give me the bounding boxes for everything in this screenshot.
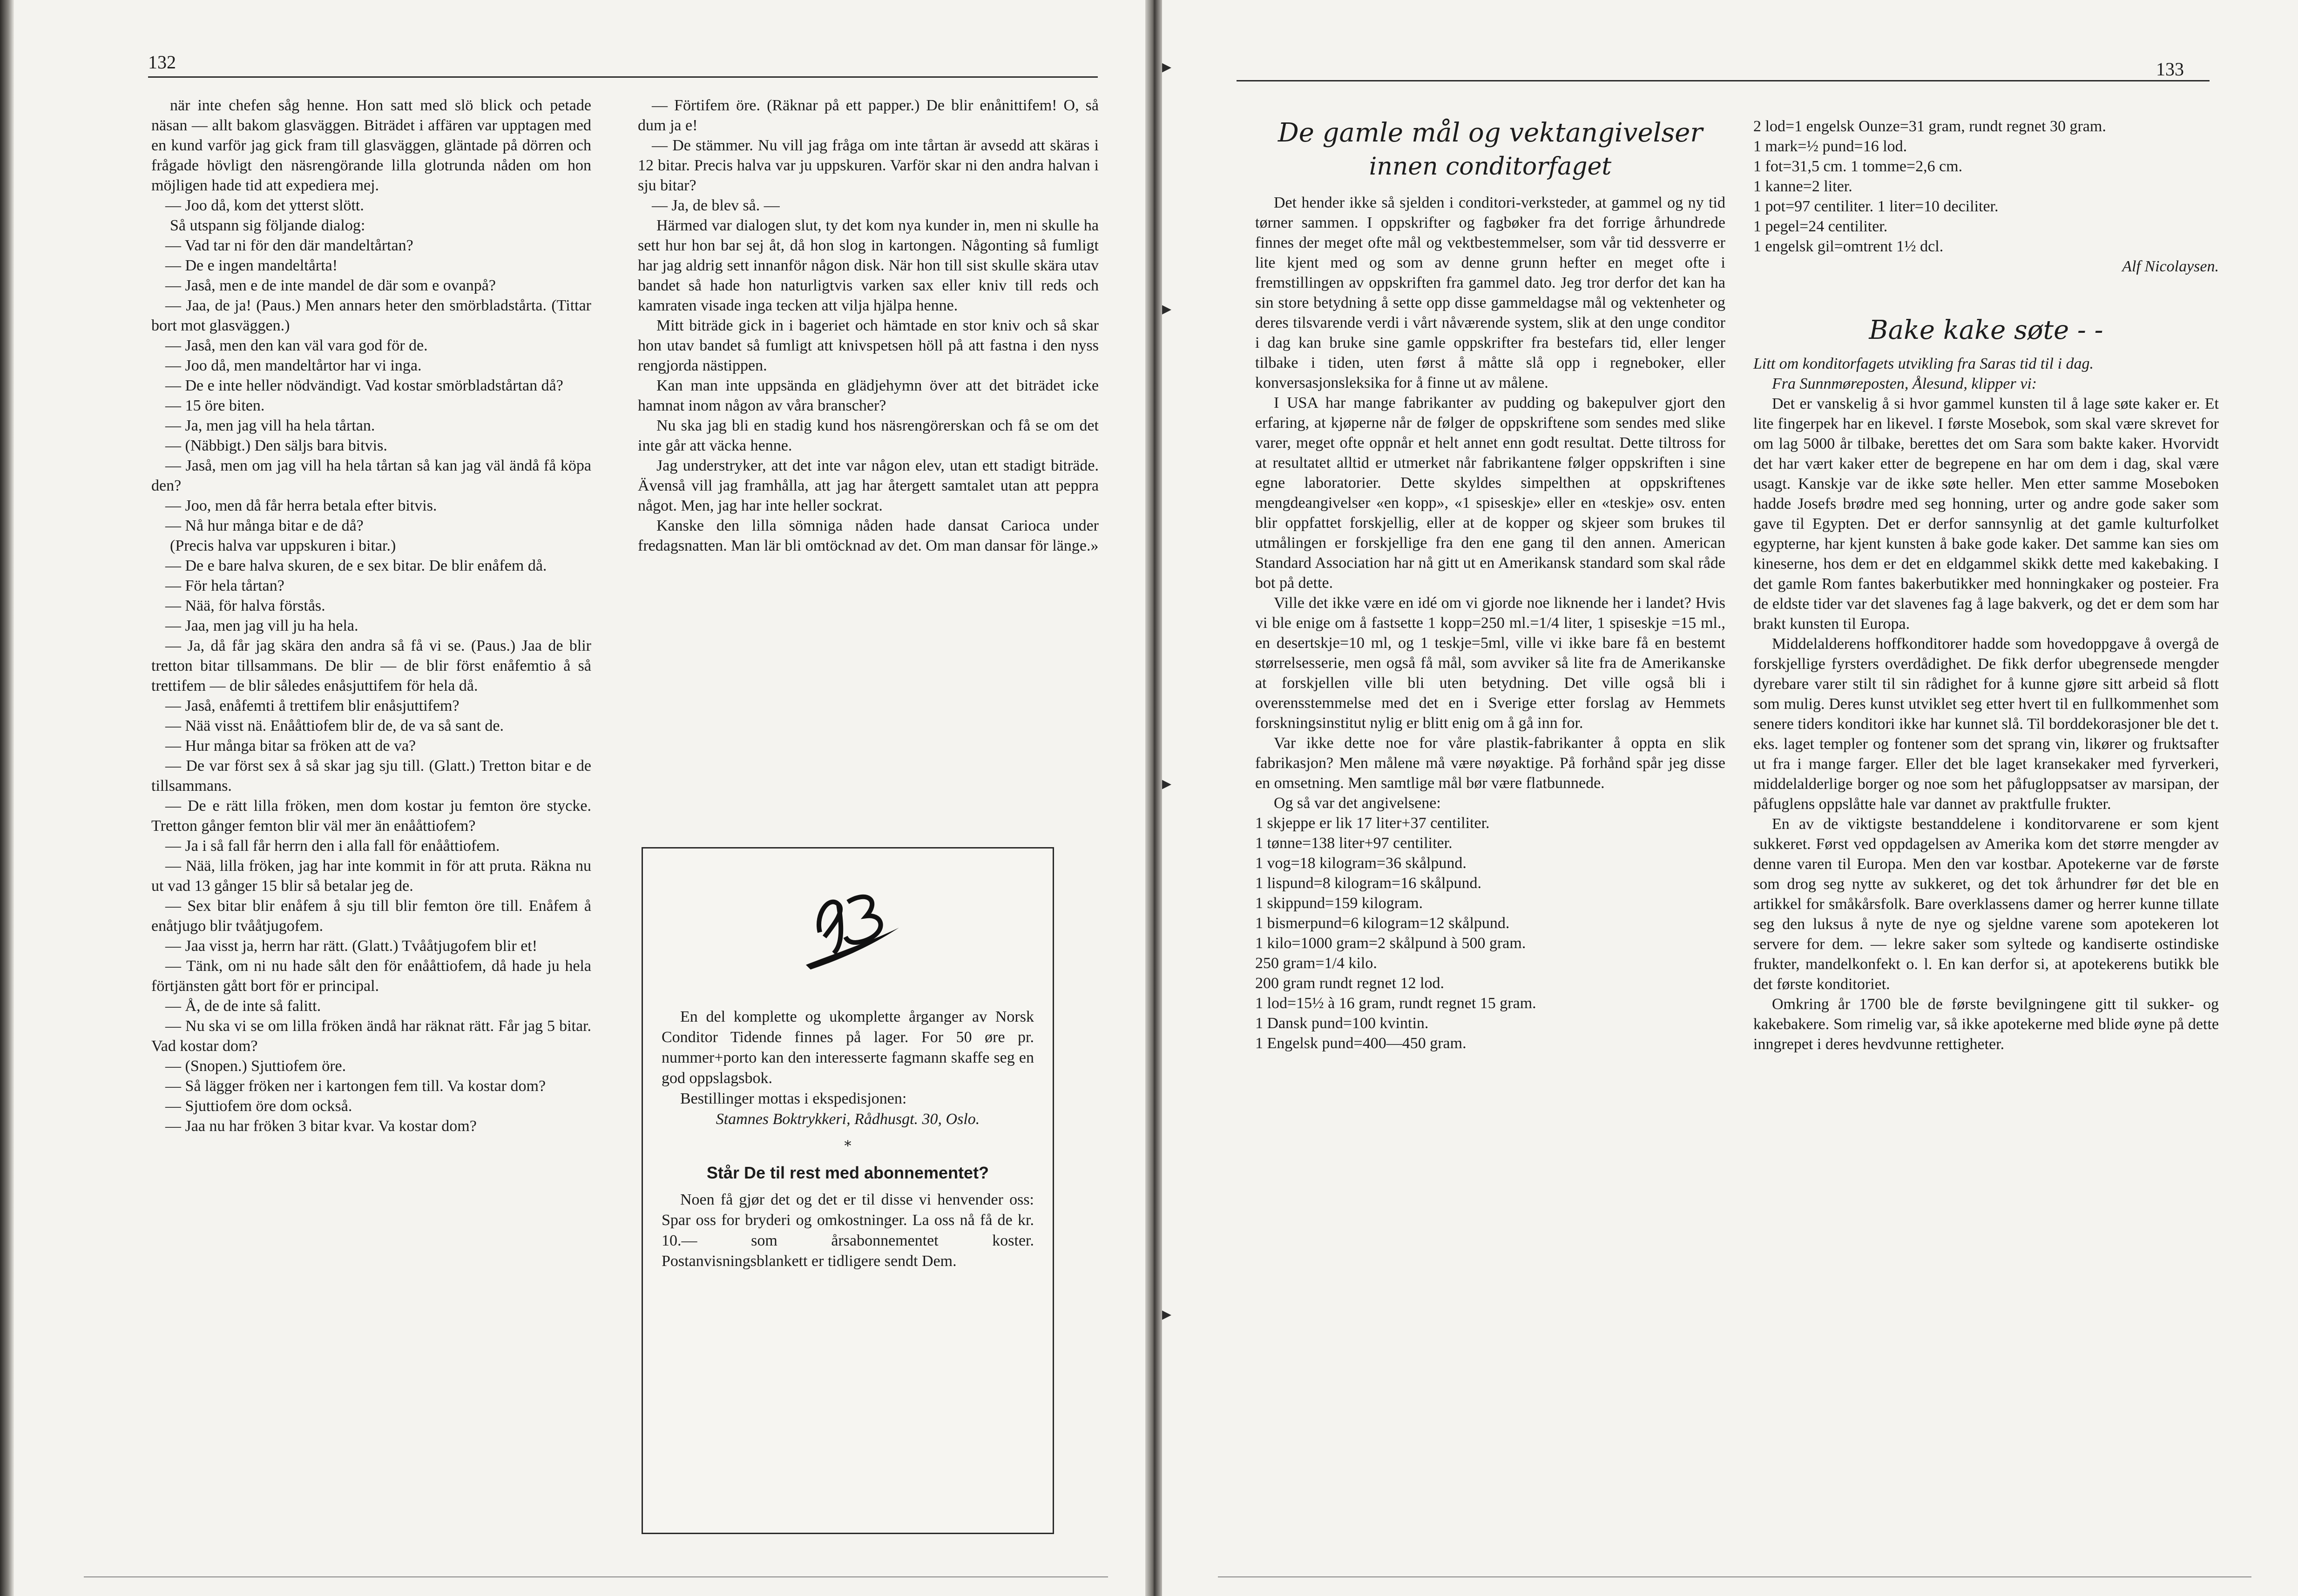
page-number-left: 132 xyxy=(148,52,176,73)
dialog-paragraph: — Så lägger fröken ner i kartongen fem till. Va kostar dom? xyxy=(165,1077,546,1095)
binding-edge xyxy=(0,0,14,1596)
subscription-paragraph: Noen få gjør det og det er til disse vi henvender oss: Spar oss for bryderi og omkostninger. La oss nå få de kr. 10.— som årsabonnementet koster. Postanvisningsblankett er tidligere sendt Dem. xyxy=(662,1191,1034,1270)
dialog-paragraph: — Nå hur många bitar e de då? xyxy=(165,517,364,534)
dialog-paragraph: — Jaså, men e de inte mandel de där som e ovanpå? xyxy=(165,277,496,294)
dialog-paragraph: — Jaa, de ja! (Paus.) Men annars heter den smörbladstårta. (Tittar bort mot glasväggen.) xyxy=(151,297,591,334)
dialog-paragraph: Mitt biträde gick in i bageriet och hämtade en stor kniv och så skar hon utav bandet så fumligt att knivspetsen höll på att fastna i den nyss rengjorda nästippen. xyxy=(638,317,1099,374)
measure-item: 1 Dansk pund=100 kvintin. xyxy=(1255,1015,1429,1032)
book-spine xyxy=(1145,0,1162,1596)
measure-item: 1 skjeppe er lik 17 liter+37 centiliter. xyxy=(1255,815,1490,832)
dialog-column-2 xyxy=(638,95,1099,556)
dialog-paragraph: — Joo då, kom det ytterst slött. xyxy=(165,197,364,214)
dialog-paragraph: — Hur många bitar sa fröken att de va? xyxy=(165,737,416,754)
dialog-paragraph: — Förtifem öre. (Räknar på ett papper.) De blir enånittifem! O, så dum ja e! xyxy=(638,97,1099,134)
margin-mark: ▸ xyxy=(1162,1303,1172,1325)
measure-item: 250 gram=1/4 kilo. xyxy=(1255,955,1377,972)
dialog-paragraph: — De stämmer. Nu vill jag fråga om inte tårtan är avsedd att skäras i 12 bitar. Precis halva var ju uppskuren. Varför skar ni den andra halvan i sju bitar? xyxy=(638,137,1099,194)
measure-item: 1 kanne=2 liter. xyxy=(1753,178,1852,195)
dialog-paragraph: — De e ingen mandeltårta! xyxy=(165,257,338,274)
cake-article-subtitle: Litt om konditorfagets utvikling fra Saras tid til i dag. xyxy=(1753,355,2094,372)
dialog-paragraph: — Ja, då får jag skära den andra så få vi se. (Paus.) Jaa de blir tretton bitar tillsammans. De blir — de blir först enåfemtio å så trettifem — de blir således enåsjuttifem för hela då. xyxy=(151,637,591,694)
dialog-paragraph: — Jaa nu har fröken 3 bitar kvar. Va kostar dom? xyxy=(165,1118,477,1135)
measures-article-title: De gamle mål og vektangivelser innen conditorfaget xyxy=(1277,118,1703,181)
dialog-paragraph: — Tänk, om ni nu hade sålt den för enååttiofem, då hade ju hela förtjänsten gått bort för er principal. xyxy=(151,957,591,995)
measure-item: 1 lispund=8 kilogram=16 skålpund. xyxy=(1255,875,1481,892)
nb-logo-icon xyxy=(787,876,908,979)
article-paragraph: En av de viktigste bestanddelene i konditorvarene er som kjent sukkeret. Først ved oppdagelsen av Amerika kom det større mengder av denne varen til Europa. Men den var kostbar. Apotekerne var de første som drog seg nytte av sukkeret, og det tok århundrer før det ble en artikkel for småkårsfolk. Bare overklassens damer og herrer kunne tillate seg den luksus å nyte de nye og sjeldne varene som apotekeren lot servere for dem. — lekre saker som syltede og kandiserte ostindiske frukter, mandelkonfekt o. l. En kan derfor si, at apotekerens butikk ble det første konditoriet. xyxy=(1753,815,2219,993)
measure-item: 1 bismerpund=6 kilogram=12 skålpund. xyxy=(1255,915,1510,932)
separator-star: * xyxy=(844,1138,852,1154)
cake-article-title: Bake kake søte - - xyxy=(1869,315,2103,345)
cake-article-text xyxy=(1753,394,2219,1054)
dialog-paragraph: Nu ska jag bli en stadig kund hos näsrengörerskan och få se om det inte går att väcka henne. xyxy=(638,417,1099,454)
dialog-paragraph: — (Snopen.) Sjuttiofem öre. xyxy=(165,1057,346,1075)
page-number-right: 133 xyxy=(2156,59,2184,80)
margin-mark: ▸ xyxy=(1162,56,1172,77)
dialog-paragraph: — Nää, lilla fröken, jag har inte kommit in för att pruta. Räkna nu ut vad 13 gånger 15 blir så betalar jeg de. xyxy=(151,857,591,895)
dialog-paragraph: — Ja i så fall får herrn den i alla fall för enååttiofem. xyxy=(165,837,500,855)
footer-rule-right xyxy=(1218,1576,2251,1577)
measure-item: 1 Engelsk pund=400—450 gram. xyxy=(1255,1035,1467,1052)
article-paragraph: Det hender ikke så sjelden i conditori-verksteder, at gammel og ny tid tørner sammen. I oppskrifter og fagbøker fra det forrige århundrede finnes der meget ofte mål og vektbestemmelser, som vår tid dessverre er lite kjent med og som av denne grunn hefter en meget ofte i fremstillingen av oppskriften fra gammel dato. Jeg tror derfor det kan ha sin store betydning å sette opp disse gammeldagse mål og vektenheter og deres tilsvarende verdi i vårt nåværende system, slik at den unge conditor i dag kan bruke sine gamle oppskrifter fra bestefars tid, eller lenger tilbake i tiden, uten først å måtte slå opp i regneboker, eller konversasjonsleksika for å finne ut av målene. xyxy=(1255,194,1725,391)
measures-article-text xyxy=(1255,193,1725,813)
dialog-paragraph: — Jaså, men om jag vill ha hela tårtan så kan jag väl ändå få köpa den? xyxy=(151,457,591,494)
notice-box xyxy=(642,847,1054,1534)
dialog-paragraph: — Ja, de blev så. — xyxy=(652,197,780,214)
measure-item: 1 skippund=159 kilogram. xyxy=(1255,895,1423,912)
dialog-paragraph: — Vad tar ni för den där mandeltårtan? xyxy=(165,237,413,254)
dialog-paragraph: — 15 öre biten. xyxy=(165,397,265,414)
dialog-paragraph: — De e bare halva skuren, de e sex bitar. De blir enåfem då. xyxy=(165,557,547,574)
measure-item: 1 lod=15½ à 16 gram, rundt regnet 15 gram. xyxy=(1255,995,1536,1012)
notice-address: Stamnes Boktrykkeri, Rådhusgt. 30, Oslo. xyxy=(716,1111,980,1128)
right-column-2 xyxy=(1753,116,2219,1054)
measure-item: 1 tønne=138 liter+97 centiliter. xyxy=(1255,835,1453,852)
article-paragraph: Middelalderens hoffkonditorer hadde som hovedoppgave å overgå de forskjellige fyrsters overdådighet. De fikk derfor ubegrensede mengder dyrebare varer stilt til sin rådighet for å kunne gjøre sitt arbeid så flott som mulig. Deres kunst utviklet seg etter hvert til en fullkommenhet som senere tiders konditori ikke har kunnet slå. Til borddekorasjoner ble det t. eks. laget templer og fontener som det sprang vin, likører og fruktsafter ut fra i mange farger. Eller det ble laget kransekaker med fyrverkeri, middelalderlige borger og noe som het påfugloppsatser av marsipan, der påfuglens oppslåtte hale var dannet av praktfulle frukter. xyxy=(1753,635,2219,813)
article-paragraph: Var ikke dette noe for våre plastik-fabrikanter å oppta en slik fabrikasjon? Men målene må være nøyaktige. På forhånd spår jeg disse en omsetning. Men samtlige mål bør være flatbunnede. xyxy=(1255,734,1725,792)
dialog-paragraph: (Precis halva var uppskuren i bitar.) xyxy=(170,537,396,554)
measure-item: 1 kilo=1000 gram=2 skålpund à 500 gram. xyxy=(1255,935,1526,952)
article-paragraph: Omkring år 1700 ble de første bevilgningene gitt til sukker- og kakebakere. Som rimelig var, så ikke apotekerne med blide øyne på dette inngrepet i deres hevdvunne rettigheter. xyxy=(1753,996,2219,1053)
measures-article-signature: Alf Nicolaysen. xyxy=(2122,258,2219,275)
measure-item: 1 pegel=24 centiliter. xyxy=(1753,218,1888,235)
dialog-paragraph: — För hela tårtan? xyxy=(165,577,284,594)
margin-mark: ▸ xyxy=(1162,298,1172,319)
dialog-paragraph: — Joo, men då får herra betala efter bitvis. xyxy=(165,497,437,514)
dialog-paragraph: — Jaa visst ja, herrn har rätt. (Glatt.) Tvååtjugofem blir et! xyxy=(165,937,538,955)
cake-article-source: Fra Sunnmøreposten, Ålesund, klipper vi: xyxy=(1772,375,2037,392)
dialog-paragraph: — Sjuttiofem öre dom också. xyxy=(165,1098,352,1115)
right-page xyxy=(1162,0,2298,1596)
margin-mark: ▸ xyxy=(1162,773,1172,794)
measure-item: 1 engelsk gil=omtrent 1½ dcl. xyxy=(1753,238,1944,255)
measures-article-column-1 xyxy=(1255,116,1725,1053)
dialog-paragraph: — Nää, för halva förstås. xyxy=(165,597,325,614)
dialog-paragraph: Så utspann sig följande dialog: xyxy=(170,217,365,234)
dialog-paragraph: när inte chefen såg henne. Hon satt med slö blick och petade näsan — allt bakom glasväggen. Biträdet i affären var upptagen med en kund varför jag gick fram till glasväggen, gläntade på dörren och frågade hövligt den näsrengörande lilla glotrunda nåden om hon möjligen hade tid att expediera mej. xyxy=(151,97,591,194)
article-paragraph: Ville det ikke være en idé om vi gjorde noe liknende her i landet? Hvis vi ble enige om å fastsette 1 kopp=250 ml.=1/4 liter, 1 spiseskje =15 ml., en desertskje=10 ml, og 1 teskje=5ml, ville vi ikke bare få en bestemt størrelsesserie, men også få mål, som avviker så lite fra de Amerikanske at forskjellen ville bli uten betydning. Det ville også bli i overensstemmelse med det en i Sverige etter forslag av Hemmets forskningsinstitut nylig er blitt enig om å gå inn for. xyxy=(1255,594,1725,732)
dialog-paragraph: — Jaså, men den kan väl vara god för de. xyxy=(165,337,428,354)
notice-paragraph-2: Bestillinger mottas i ekspedisjonen: xyxy=(680,1090,907,1107)
measure-item: 1 vog=18 kilogram=36 skålpund. xyxy=(1255,855,1467,872)
notice-paragraph-1: En del komplette og ukomplette årganger av Norsk Conditor Tidende finnes på lager. For 50 øre pr. nummer+porto kan den interesserte fagmann skaffe seg en god oppslagsbok. xyxy=(662,1008,1034,1087)
measure-item: 1 fot=31,5 cm. 1 tomme=2,6 cm. xyxy=(1753,158,1963,175)
subscription-heading: Står De til rest med abonnementet? xyxy=(706,1163,989,1182)
footer-rule-left xyxy=(84,1576,1108,1577)
dialog-paragraph: — Nu ska vi se om lilla fröken ändå har räknat rätt. Får jag 5 bitar. Vad kostar dom? xyxy=(151,1017,591,1055)
dialog-paragraph: Kanske den lilla sömniga nåden hade dansat Carioca under fredagsnatten. Man lär bli omtöcknad av det. Om man dansar för länge.» xyxy=(638,517,1099,554)
measure-item: 200 gram rundt regnet 12 lod. xyxy=(1255,975,1445,992)
dialog-paragraph: — Nää visst nä. Enååttiofem blir de, de va så sant de. xyxy=(165,717,504,734)
measure-item: 1 pot=97 centiliter. 1 liter=10 deciliter. xyxy=(1753,198,1999,215)
dialog-paragraph: — De e inte heller nödvändigt. Vad kostar smörbladstårtan då? xyxy=(165,377,563,394)
dialog-column-1 xyxy=(151,95,591,1136)
dialog-paragraph: — De var först sex å så skar jag sju till. (Glatt.) Tretton bitar e de tillsammans. xyxy=(151,757,591,795)
header-rule-right xyxy=(1237,80,2210,81)
dialog-paragraph: — (Näbbigt.) Den säljs bara bitvis. xyxy=(165,437,387,454)
dialog-paragraph: — Jaa, men jag vill ju ha hela. xyxy=(165,617,358,634)
article-paragraph: Og så var det angivelsene: xyxy=(1274,795,1441,812)
header-rule-left xyxy=(148,76,1098,78)
dialog-paragraph: Kan man inte uppsända en glädjehymn över att det biträdet icke hamnat inom någon av våra branscher? xyxy=(638,377,1099,414)
dialog-paragraph: — Sex bitar blir enåfem å sju till blir femton öre till. Enåfem å enåtjugo blir tvååtjugofem. xyxy=(151,897,591,935)
dialog-paragraph: Härmed var dialogen slut, ty det kom nya kunder in, men ni skulle ha sett hur hon bar sej åt, då hon slog in kartongen. Någonting så fumligt har jag aldrig sett innanför någon disk. När hon till sist skulle skära utav bandet så hade hon naturligtvis varken sax eller kniv till reds och kamraten visade inga tecken att vilja hjälpa henne. xyxy=(638,217,1099,314)
article-paragraph: Det er vanskelig å si hvor gammel kunsten til å lage søte kaker er. Et lite fingerpek har en likevel. I første Mosebok, som skal være skrevet for om lag 5000 år tilbake, berettes det om Sara som bakte kaker. Hvorvidt det har vært kaker etter de begrepene en har om dem i dag, skal være usagt. Kanskje var de ikke søte heller. Men etter samme Moseboken hadde Josefs brødre med seg honning, urter og andre gode saker som gave til Egypten. Det er derfor sannsynlig at det gamle kulturfolket egypterne, har kjent kunsten å bake gode kaker. Det samme kan sies om kineserne, hos dem er det en eldgammel skikk dette med kakebaking. I det gamle Rom fantes bakerbutikker med honningkaker og posteier. Fra de eldste tider var det slavenes fag å lage bakverk, og det er dem som har brakt kunsten til Europa. xyxy=(1753,395,2219,633)
dialog-paragraph: Jag understryker, att det inte var någon elev, utan ett stadigt biträde. Ävenså vill jag framhålla, att jag har återgett samtalet utan att peppra något. Men, jag har inte heller sockrat. xyxy=(638,457,1099,514)
dialog-paragraph: — Å, de de inte så falitt. xyxy=(165,997,321,1015)
left-page xyxy=(0,0,1145,1596)
measure-item: 1 mark=½ pund=16 lod. xyxy=(1753,138,1907,155)
article-paragraph: I USA har mange fabrikanter av pudding og bakepulver gjort den erfaring, at kjøperne når de følger de oppskriftene som sendes med slike varer, meget ofte oppnår et helt annet enn godt resultat. Dette tiltross for at resultatet alltid er utmerket når fabrikantene følger oppskriften i sine egne laboratorier. Dette skyldes simpelthen at oppskriftenes mengdeangivelser «en kopp», «1 spiseskje» eller en «teskje» osv. enten blir oppfattet forskjellig, eller at de kopper og skjeer som brukes til utmålingen er forskjellige fra den ene gang til den annen. American Standard Association har nå gitt ut en Amerikansk standard som skal råde bot på dette. xyxy=(1255,394,1725,592)
measures-list-b xyxy=(1753,116,2219,256)
measure-item: 2 lod=1 engelsk Ounze=31 gram, rundt regnet 30 gram. xyxy=(1753,118,2106,135)
dialog-paragraph: — Joo då, men mandeltårtor har vi inga. xyxy=(165,357,422,374)
dialog-paragraph: — De e rätt lilla fröken, men dom kostar ju femton öre stycke. Tretton gånger femton blir väl mer än enååttiofem? xyxy=(151,797,591,835)
dialog-paragraph: — Ja, men jag vill ha hela tårtan. xyxy=(165,417,375,434)
measures-list-a xyxy=(1255,813,1725,1053)
dialog-paragraph: — Jaså, enåfemti å trettifem blir enåsjuttifem? xyxy=(165,697,460,714)
